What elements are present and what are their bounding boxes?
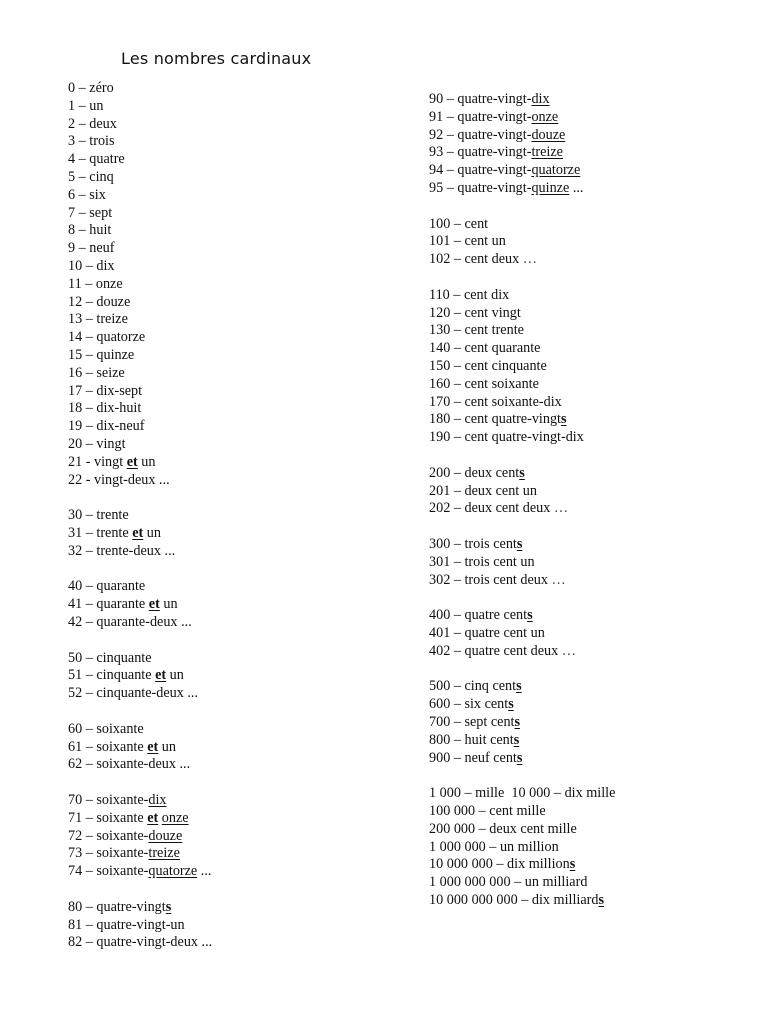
number-line	[68, 507, 129, 524]
number-line-text: 60 – soixante	[68, 720, 144, 737]
number-line	[429, 892, 604, 909]
number-line	[68, 116, 117, 133]
number-line-text: 190 – cent quatre-vingt-dix	[429, 429, 584, 446]
number-line	[68, 454, 155, 471]
number-line	[68, 80, 114, 97]
number-line-text: 202 – deux cent deux	[429, 500, 554, 517]
number-line-text: ...	[197, 863, 212, 880]
number-line-text: s	[516, 749, 523, 766]
number-line	[68, 739, 176, 756]
number-line-text: s	[519, 464, 525, 481]
number-line	[68, 383, 142, 400]
number-line	[429, 856, 575, 873]
number-line-text: 150 – cent cinquante	[429, 358, 547, 374]
number-line	[429, 358, 547, 375]
number-line-text: s	[514, 714, 521, 730]
number-line-text: et	[147, 738, 159, 755]
number-line-text: 16 – seize	[68, 364, 125, 381]
number-line	[429, 625, 545, 642]
number-line-text: 300 – trois cent	[429, 536, 517, 552]
number-line	[68, 756, 190, 773]
number-line-text: 1 000 000 – un million	[429, 838, 559, 855]
number-line-text: 2 – deux	[68, 115, 117, 132]
number-line	[429, 785, 615, 802]
number-line	[429, 287, 509, 304]
number-line-text: 21 - vingt	[68, 453, 127, 470]
number-line	[429, 750, 522, 767]
number-line-text: 800 – huit cent	[429, 731, 514, 748]
number-line	[429, 554, 535, 571]
number-line	[68, 276, 123, 293]
page-title: Les nombres cardinaux	[121, 49, 312, 68]
number-line-text: 95 – quatre-vingt-	[429, 180, 532, 196]
number-line-text: 7 – sept	[68, 204, 113, 221]
number-line-text: quatorze	[148, 863, 198, 880]
number-line-text: 93 – quatre-vingt-	[429, 144, 532, 161]
number-line	[429, 643, 576, 660]
number-line	[429, 340, 540, 357]
number-line-text: un	[137, 453, 156, 470]
number-line-text: 3 – trois	[68, 133, 115, 150]
number-line	[429, 233, 506, 250]
number-line	[429, 162, 580, 179]
number-line	[429, 144, 563, 161]
number-line-text: s	[598, 892, 604, 908]
number-line-text: …	[522, 251, 537, 268]
number-line-text: dix	[148, 792, 167, 808]
number-line-text: 10 – dix	[68, 258, 115, 274]
number-line	[68, 169, 114, 186]
number-line-text: 13 – treize	[68, 311, 128, 328]
number-line-text: un	[159, 596, 178, 613]
number-line-text: douze	[531, 126, 566, 143]
number-line	[68, 365, 125, 382]
number-line	[68, 863, 211, 880]
number-line	[429, 483, 537, 500]
number-line-text: ...	[569, 180, 584, 196]
number-line	[429, 394, 562, 411]
number-line-text: s	[527, 607, 533, 624]
number-line-text: 72 – soixante-	[68, 827, 149, 844]
number-line	[429, 429, 584, 446]
number-line	[68, 258, 115, 275]
number-line-text: 200 – deux cent	[429, 464, 520, 481]
number-line-text: s	[508, 696, 514, 713]
number-line-text: 31 – trente	[68, 525, 133, 541]
number-line	[429, 714, 520, 731]
number-line-text: onze	[531, 108, 559, 125]
number-line	[68, 418, 144, 435]
number-line	[68, 578, 145, 595]
number-line-text: 10 000 000 – dix million	[429, 856, 570, 873]
number-line-text: 201 – deux cent un	[429, 482, 537, 499]
number-line-text: 10 000 000 000 – dix milliard	[429, 892, 599, 908]
number-line-text: s	[516, 678, 522, 695]
number-line-text: 82 – quatre-vingt-deux ...	[68, 934, 213, 951]
number-line	[429, 216, 488, 233]
number-line	[429, 500, 568, 517]
number-line-text: et	[126, 453, 138, 470]
number-line	[68, 133, 115, 150]
number-line-text: 19 – dix-neuf	[68, 418, 145, 435]
number-line-text: 8 – huit	[68, 222, 112, 239]
number-line	[68, 792, 167, 809]
number-line-text: s	[513, 731, 520, 748]
number-line	[429, 874, 587, 891]
number-line	[68, 472, 170, 489]
number-line-text: 81 – quatre-vingt-un	[68, 916, 185, 933]
number-line-text: 50 – cinquante	[68, 649, 152, 666]
number-line	[68, 650, 152, 667]
number-line-text: 4 – quatre	[68, 151, 125, 168]
number-line-text: 14 – quatorze	[68, 329, 146, 346]
number-line	[68, 685, 198, 702]
number-line	[68, 311, 128, 328]
number-line	[68, 294, 130, 311]
number-line-text: onze	[161, 809, 189, 826]
number-line	[68, 187, 106, 204]
number-line-text: s	[560, 411, 567, 428]
number-line	[68, 98, 103, 115]
number-line-text: 130 – cent trente	[429, 322, 524, 339]
number-line	[68, 240, 115, 257]
number-line-text: 30 – trente	[68, 507, 129, 524]
number-line-text: 1 – un	[68, 97, 104, 114]
number-line	[429, 572, 566, 589]
number-line-text: 9 – neuf	[68, 240, 115, 257]
number-line-text: 400 – quatre cent	[429, 607, 528, 624]
number-line	[429, 839, 559, 856]
number-line-text: 52 – cinquante-deux ...	[68, 685, 199, 702]
number-line-text: 5 – cinq	[68, 169, 114, 185]
number-line-text: 12 – douze	[68, 293, 131, 310]
number-line-text: 32 – trente-deux ...	[68, 542, 176, 559]
number-line	[429, 376, 539, 393]
number-line-text: 1 000 000 000 – un milliard	[429, 874, 588, 891]
number-line-text: s	[569, 856, 576, 873]
number-line-text: 20 – vingt	[68, 436, 126, 452]
number-line-text: et	[155, 667, 167, 684]
number-line-text: un	[158, 738, 176, 755]
number-line	[429, 180, 583, 197]
number-line-text: et	[132, 525, 144, 541]
number-line-text: s	[165, 898, 172, 915]
number-line-text: 94 – quatre-vingt-	[429, 162, 532, 179]
number-line	[68, 543, 175, 560]
number-line-text: 6 – six	[68, 186, 106, 203]
number-line	[68, 667, 184, 684]
number-line	[68, 810, 189, 827]
number-line	[68, 596, 178, 613]
number-line-text: …	[561, 642, 576, 659]
number-line-text: 74 – soixante-	[68, 863, 149, 880]
number-line-text: treize	[148, 845, 180, 862]
number-line-text: quinze	[531, 180, 570, 196]
number-line-text: 700 – sept cent	[429, 714, 515, 730]
number-line-text: dix	[531, 91, 550, 107]
number-line-text: 100 – cent	[429, 215, 489, 232]
number-line	[68, 721, 144, 738]
number-line-text: 41 – quarante	[68, 596, 149, 613]
number-line-text: 120 – cent vingt	[429, 304, 521, 321]
number-line-text: 402 – quatre cent deux	[429, 642, 562, 659]
number-line-text: 22 - vingt-deux ...	[68, 471, 170, 488]
number-line	[429, 732, 519, 749]
number-line	[429, 91, 550, 108]
number-line	[429, 536, 522, 553]
number-line	[429, 305, 521, 322]
number-line-text: 100 000 – cent mille	[429, 803, 546, 819]
number-line-text: 200 000 – deux cent mille	[429, 820, 577, 837]
number-line	[68, 347, 134, 364]
number-line	[68, 828, 182, 845]
number-line	[68, 329, 145, 346]
number-line-text: un	[143, 525, 161, 541]
number-line-text: 301 – trois cent un	[429, 553, 535, 570]
number-line	[68, 525, 161, 542]
number-line	[68, 400, 141, 417]
number-line-text: 500 – cinq cent	[429, 678, 517, 695]
number-line-text: 102 – cent deux	[429, 251, 523, 268]
number-line	[68, 151, 125, 168]
number-line	[429, 127, 565, 144]
number-line-text: 42 – quarante-deux ...	[68, 614, 192, 630]
number-line-text: …	[551, 571, 566, 588]
number-line-text: 1 000 – mille 10 000 – dix mille	[429, 785, 616, 802]
number-line-text: et	[148, 596, 160, 613]
number-line	[68, 917, 185, 934]
number-line-text: 302 – trois cent deux	[429, 571, 552, 588]
number-line	[429, 696, 514, 713]
number-line	[68, 436, 126, 453]
number-line-text: et	[147, 809, 159, 826]
number-line	[68, 205, 112, 222]
number-line-text: 101 – cent un	[429, 233, 506, 250]
number-line-text: 70 – soixante-	[68, 792, 149, 808]
number-line-text: 110 – cent dix	[429, 286, 510, 303]
number-line-text: douze	[148, 827, 183, 844]
number-line-text: 40 – quarante	[68, 578, 146, 595]
number-line	[68, 222, 111, 239]
number-line	[429, 678, 522, 695]
number-line-text: 91 – quatre-vingt-	[429, 108, 532, 125]
number-line-text: 15 – quinze	[68, 347, 135, 363]
number-line	[68, 614, 192, 631]
number-line-text: 180 – cent quatre-vingt	[429, 411, 561, 428]
number-line-text: 900 – neuf cent	[429, 749, 517, 766]
number-line-text: 71 – soixante	[68, 809, 148, 826]
number-line	[429, 607, 533, 624]
number-line-text: 0 – zéro	[68, 80, 114, 96]
number-line-text: 62 – soixante-deux ...	[68, 756, 191, 773]
number-line	[429, 411, 567, 428]
number-line-text: 17 – dix-sept	[68, 382, 143, 399]
number-line-text: 18 – dix-huit	[68, 400, 142, 417]
number-line-text: un	[166, 667, 184, 684]
number-line	[68, 934, 212, 951]
number-line	[68, 845, 180, 862]
number-line-text: s	[516, 536, 523, 552]
number-line-text: 140 – cent quarante	[429, 340, 541, 357]
number-line	[429, 109, 558, 126]
number-line	[429, 803, 546, 820]
number-line-text: treize	[531, 144, 563, 161]
number-line	[429, 251, 537, 268]
number-line-text: 401 – quatre cent un	[429, 625, 545, 641]
number-line-text: 51 – cinquante	[68, 667, 156, 684]
number-line-text: 90 – quatre-vingt-	[429, 91, 532, 107]
number-line-text: 92 – quatre-vingt-	[429, 126, 532, 143]
number-line	[429, 465, 525, 482]
number-line	[429, 821, 577, 838]
number-line-text: 600 – six cent	[429, 696, 509, 713]
number-line	[429, 322, 524, 339]
number-line-text: 11 – onze	[68, 275, 123, 292]
number-line-text: 80 – quatre-vingt	[68, 898, 166, 915]
number-line-text: 73 – soixante-	[68, 845, 149, 862]
number-line-text: quatorze	[531, 162, 581, 179]
number-line-text: …	[553, 500, 569, 517]
number-line-text: 170 – cent soixante-dix	[429, 393, 562, 410]
number-line-text: 160 – cent soixante	[429, 375, 539, 392]
number-line	[68, 899, 171, 916]
number-line-text: 61 – soixante	[68, 738, 148, 755]
